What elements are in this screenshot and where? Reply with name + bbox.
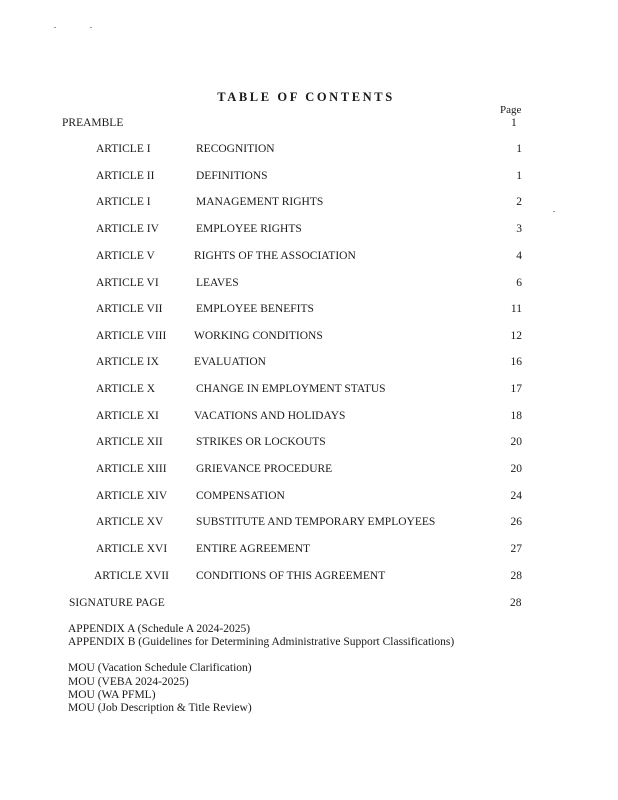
article-title: COMPENSATION (196, 490, 285, 502)
toc-row (0, 516, 618, 532)
article-number: ARTICLE XII (96, 436, 163, 448)
article-title: EMPLOYEE RIGHTS (196, 223, 302, 235)
article-title: EMPLOYEE BENEFITS (196, 303, 314, 315)
article-number: ARTICLE X (96, 383, 156, 395)
article-number: ARTICLE XIII (96, 463, 167, 475)
toc-row (0, 196, 618, 212)
mou-item: MOU (Vacation Schedule Clarification) (68, 662, 252, 674)
toc-row (0, 143, 618, 159)
mou-item: MOU (Job Description & Title Review) (68, 702, 252, 714)
toc-row (0, 410, 618, 426)
article-title: STRIKES OR LOCKOUTS (196, 436, 326, 448)
toc-row (0, 436, 618, 452)
article-page: 6 (516, 277, 522, 289)
article-page: 28 (510, 570, 522, 582)
article-number: ARTICLE XIV (96, 490, 168, 502)
preamble-page-number: 1 (511, 117, 517, 129)
article-title: GRIEVANCE PROCEDURE (196, 463, 333, 475)
article-page: 16 (510, 356, 522, 368)
article-title: VACATIONS AND HOLIDAYS (194, 410, 346, 422)
article-title: MANAGEMENT RIGHTS (196, 196, 324, 208)
appendix-item: APPENDIX B (Guidelines for Determining Administrative Support Classifications) (68, 636, 455, 648)
article-page: 3 (516, 223, 522, 235)
article-page: 18 (510, 410, 522, 422)
page-column-heading: Page (500, 104, 522, 116)
article-page: 11 (510, 303, 522, 315)
article-title: CHANGE IN EMPLOYMENT STATUS (196, 383, 386, 395)
article-page: 1 (516, 143, 522, 155)
mou-item: MOU (WA PFML) (68, 689, 156, 701)
toc-row (0, 570, 618, 586)
article-page: 26 (510, 516, 522, 528)
article-page: 1 (516, 170, 522, 182)
article-number: ARTICLE V (96, 250, 155, 262)
mou-item: MOU (VEBA 2024-2025) (68, 676, 189, 688)
article-title: DEFINITIONS (196, 170, 268, 182)
toc-row (0, 223, 618, 239)
toc-row (0, 543, 618, 559)
article-number: ARTICLE XI (96, 410, 159, 422)
article-title: CONDITIONS OF THIS AGREEMENT (196, 570, 386, 582)
article-page: 24 (510, 490, 522, 502)
article-page: 27 (510, 543, 522, 555)
article-number: ARTICLE XVI (96, 543, 168, 555)
article-number: ARTICLE II (96, 170, 155, 182)
article-title: SUBSTITUTE AND TEMPORARY EMPLOYEES (196, 516, 436, 528)
toc-row (0, 490, 618, 506)
article-number: ARTICLE XV (96, 516, 164, 528)
article-page: 17 (510, 383, 522, 395)
article-number: ARTICLE IV (96, 223, 159, 235)
article-number: ARTICLE VI (96, 277, 159, 289)
toc-row (0, 250, 618, 266)
toc-title: TABLE OF CONTENTS (217, 90, 395, 104)
toc-row (0, 303, 618, 319)
article-page: 20 (510, 463, 522, 475)
scan-speck (90, 27, 92, 28)
article-page: 4 (516, 250, 522, 262)
article-title: WORKING CONDITIONS (194, 330, 323, 342)
article-number: ARTICLE IX (96, 356, 159, 368)
article-number: ARTICLE VIII (96, 330, 167, 342)
article-number: ARTICLE XVII (94, 570, 170, 582)
preamble-label: PREAMBLE (62, 117, 124, 129)
toc-row (0, 330, 618, 346)
article-number: ARTICLE I (96, 196, 151, 208)
scan-speck (54, 27, 56, 28)
toc-row (0, 277, 618, 293)
toc-row (0, 356, 618, 372)
signature-page-label: SIGNATURE PAGE (69, 597, 165, 609)
article-title: EVALUATION (194, 356, 266, 368)
signature-page-number: 28 (510, 597, 522, 609)
toc-row (0, 463, 618, 479)
article-number: ARTICLE I (96, 143, 151, 155)
article-title: RIGHTS OF THE ASSOCIATION (194, 250, 356, 262)
article-page: 12 (510, 330, 522, 342)
article-number: ARTICLE VII (96, 303, 163, 315)
article-page: 2 (516, 196, 522, 208)
article-page: 20 (510, 436, 522, 448)
toc-row (0, 170, 618, 186)
appendix-item: APPENDIX A (Schedule A 2024-2025) (68, 623, 251, 635)
toc-row (0, 383, 618, 399)
article-title: RECOGNITION (196, 143, 275, 155)
article-title: ENTIRE AGREEMENT (196, 543, 311, 555)
article-title: LEAVES (196, 277, 239, 289)
